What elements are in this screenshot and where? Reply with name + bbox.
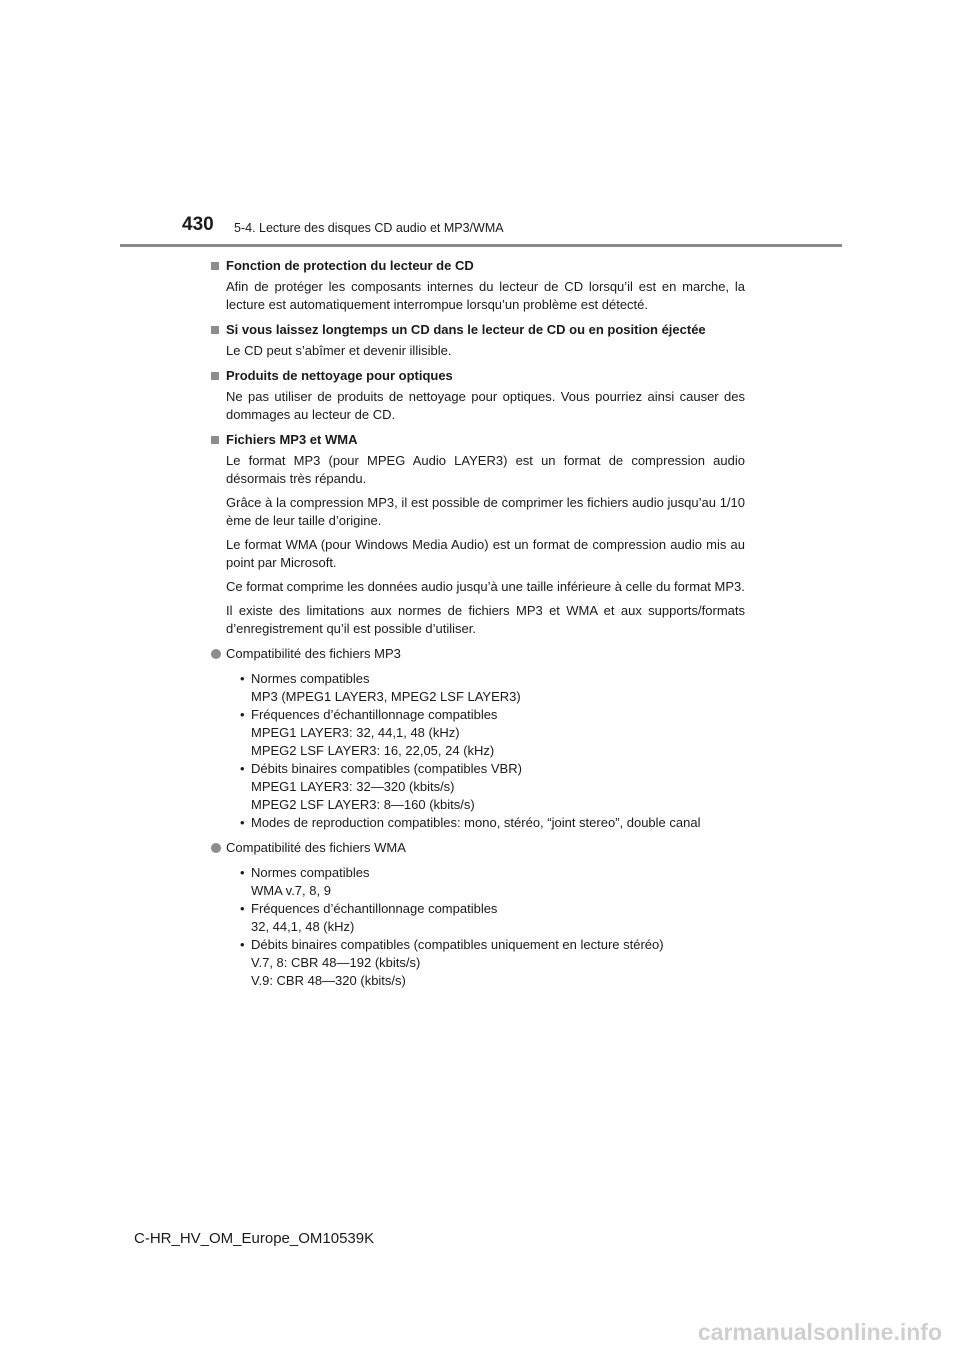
section-mp3-wma [210, 431, 745, 638]
header-rule [120, 244, 842, 247]
section-cd-left [210, 321, 745, 360]
section-cd-protection [210, 257, 745, 314]
paragraph: Le format WMA (pour Windows Media Audio) est un format de compression audio mis au point par Microsoft. [226, 537, 745, 570]
square-bullet-icon [211, 262, 219, 270]
mp3-compat-heading: Compatibilité des fichiers MP3 [210, 645, 745, 663]
paragraph: Le CD peut s’abîmer et devenir illisible. [226, 343, 452, 358]
paragraph: Grâce à la compression MP3, il est possible de comprimer les fichiers audio jusqu’au 1/10 ème de leur taille d’origine. [226, 495, 745, 528]
paragraph: Il existe des limitations aux normes de fichiers MP3 et WMA et aux supports/formats d’enregistrement qu’il est possible d’utiliser. [226, 603, 745, 636]
wma-compat-list [210, 864, 745, 990]
paragraph: Ce format comprime les données audio jusqu’à une taille inférieure à celle du format MP3. [226, 579, 745, 594]
chapter-title: 5-4. Lecture des disques CD audio et MP3/WMA [234, 221, 504, 235]
square-bullet-icon [211, 436, 219, 444]
square-bullet-icon [211, 372, 219, 380]
list-item: • Fréquences d’échantillonnage compatibles MPEG1 LAYER3: 32, 44,1, 48 (kHz) MPEG2 LSF LAYER3: 16, 22,05, 24 (kHz) [240, 707, 498, 758]
list-item: • Fréquences d’échantillonnage compatibles 32, 44,1, 48 (kHz) [240, 901, 498, 934]
mp3-compat-list [210, 670, 745, 832]
section-heading: Fonction de protection du lecteur de CD [226, 258, 474, 273]
section-heading: Fichiers MP3 et WMA [226, 432, 358, 447]
main-content [210, 253, 745, 990]
paragraph: Ne pas utiliser de produits de nettoyage pour optiques. Vous pourriez ainsi causer des dommages au lecteur de CD. [226, 389, 745, 422]
list-item: • Normes compatibles MP3 (MPEG1 LAYER3, MPEG2 LSF LAYER3) [240, 671, 521, 704]
section-cleaning [210, 367, 745, 424]
list-item: • Modes de reproduction compatibles: mono, stéréo, “joint stereo”, double canal [240, 815, 701, 830]
paragraph: Afin de protéger les composants internes du lecteur de CD lorsqu’il est en marche, la lecture est automatiquement interrompue lorsqu’un problème est détecté. [226, 279, 745, 312]
list-item: • Normes compatibles WMA v.7, 8, 9 [240, 865, 370, 898]
list-item: • Débits binaires compatibles (compatibles uniquement en lecture stéréo) V.7, 8: CBR 48—192 (kbits/s) V.9: CBR 48—320 (kbits/s) [240, 937, 664, 988]
circle-bullet-icon [211, 843, 221, 853]
page-number: 430 [182, 214, 214, 235]
document-id: C-HR_HV_OM_Europe_OM10539K [134, 1230, 375, 1247]
list-item: • Débits binaires compatibles (compatibles VBR) MPEG1 LAYER3: 32—320 (kbits/s) MPEG2 LSF LAYER3: 8—160 (kbits/s) [240, 761, 522, 812]
section-heading: Produits de nettoyage pour optiques [226, 368, 453, 383]
watermark: carmanualsonline.info [697, 1319, 942, 1345]
circle-bullet-icon [211, 649, 221, 659]
square-bullet-icon [211, 326, 219, 334]
section-heading: Si vous laissez longtemps un CD dans le lecteur de CD ou en position éjectée [226, 322, 706, 337]
paragraph: Le format MP3 (pour MPEG Audio LAYER3) est un format de compression audio désormais très répandu. [226, 453, 745, 486]
wma-compat-heading: Compatibilité des fichiers WMA [210, 839, 745, 857]
